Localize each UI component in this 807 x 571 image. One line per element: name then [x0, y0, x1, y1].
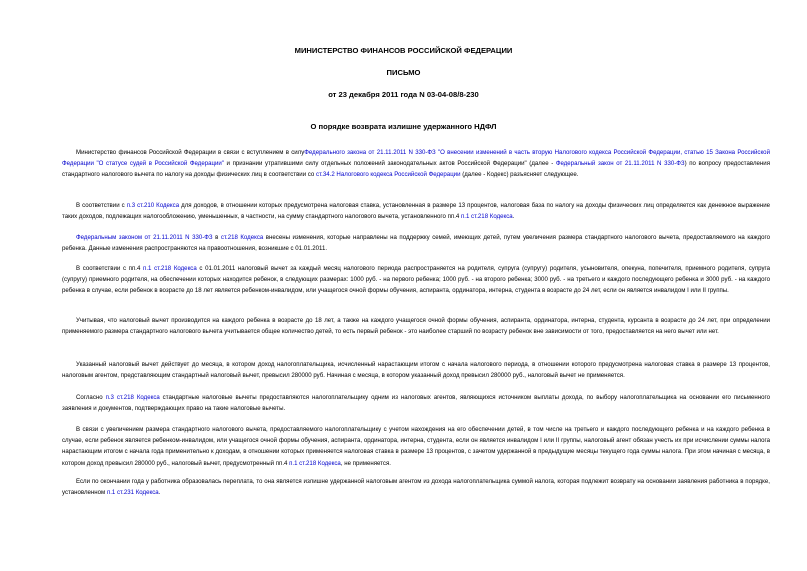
legal-reference-link[interactable]: п.1 ст.231 Кодекса — [106, 489, 159, 497]
paragraph-text: , не применяется. — [340, 459, 391, 467]
paragraph-text: в — [212, 234, 221, 241]
document-subject: О порядке возврата излишне удержанного НДФЛ — [310, 122, 497, 131]
paragraph-text: В соответствии с пп.4 — [76, 265, 144, 272]
legal-reference-link[interactable]: Федеральным законом от 21.11.2011 N 330-ФЗ — [76, 234, 213, 241]
paragraph-text: и признании утратившими силу отдельных положений законодательных актов Российской Федерации" (далее - — [223, 160, 556, 168]
paragraph-text: ) по вопросу предоставления стандартного налогового вычета по налогу на доходы физических лиц в соответствии со — [62, 160, 770, 179]
paragraph — [62, 147, 770, 181]
legal-reference-link[interactable]: п.1 ст.218 Кодекса — [289, 459, 341, 467]
paragraph-text: Если по окончании года у работника образовалась переплата, то она является излишне удержанной налоговым агентом из дохода налогоплательщика суммой налога, которая подлежит возврату на основании заявления работника в порядке, установленном — [62, 478, 770, 497]
paragraph — [62, 359, 770, 381]
paragraph — [62, 392, 770, 414]
legal-reference-link[interactable]: п.1 ст.218 Кодекса — [143, 265, 197, 272]
paragraph — [62, 200, 770, 222]
paragraph-text: внесены изменения, которые направлены на поддержку семей, имеющих детей, путем увеличения размера стандартного налогового вычета, предоставляемого на каждого ребенка. Данные изменения распространяются на правоотношения, возникшие с 01.01.2011. — [62, 234, 771, 253]
legal-reference-link[interactable]: ст.34.2 Налогового кодекса Российской Федерации — [316, 171, 461, 179]
ministry-heading: МИНИСТЕРСТВО ФИНАНСОВ РОССИЙСКОЙ ФЕДЕРАЦИИ — [294, 46, 513, 55]
paragraph-text: . — [158, 489, 161, 497]
legal-reference-link[interactable]: п.3 ст.210 Кодекса — [126, 202, 180, 209]
document-date-number: от 23 декабря 2011 года N 03-04-08/8-230 — [328, 90, 479, 99]
legal-reference-link[interactable]: п.1 ст.218 Кодекса — [460, 213, 513, 221]
paragraph — [62, 476, 770, 498]
paragraph — [62, 263, 770, 297]
paragraph-text: Учитывая, что налоговый вычет производится на каждого ребенка в возрасте до 18 лет, а также на каждого учащегося очной формы обучения, аспиранта, ординатора, интерна, студента, курсанта в возрасте до 24 лет, при определении применяемого размера стандартного налогового вычета учитывается общее количество детей, то есть первый ребенок - это наиболее старший по возрасту ребенок вне зависимости от того, предоставляется на него вычет или нет. — [62, 317, 770, 336]
legal-reference-link[interactable]: п.3 ст.218 Кодекса — [105, 394, 160, 401]
paragraph-text: . — [512, 213, 515, 221]
paragraph-text: Согласно — [76, 394, 106, 401]
paragraph-text: Указанный налоговый вычет действует до месяца, в котором доход налогоплательщика, исчисленный нарастающим итогом с начала налогового периода, в отношении которого предусмотрена налоговая ставка в размере 13 процентов, налоговым агентом, представляющим стандартный налоговый вычет, превысил 280000 руб. Начиная с месяца, в котором указанный доход превысил 280000 руб., налоговый вычет не применяется. — [62, 361, 770, 380]
paragraph — [62, 424, 770, 469]
legal-reference-link[interactable]: Федеральный закон от 21.11.2011 N 330-ФЗ — [555, 160, 685, 168]
paragraph-text: для доходов, в отношении которых предусмотрена налоговая ставка, установленная в размере 13 процентов, налоговая база по налогу на доходы физических лиц определяется как денежное выражение таких доходов, подлежащих налогообложению, уменьшенных, в частности, на сумму стандартного налогового вычета, установленного пп.4 — [62, 202, 771, 221]
legal-reference-link[interactable]: Федерального закона от 21.11.2011 N 330-ФЗ "О внесении изменений в часть вторую Налогового кодекса Российской Федерации, статью 15 Закона Российской Федерации "О статусе судей в Российской Федерации" — [62, 149, 770, 168]
paragraph-text: В связи с увеличением размера стандартного налогового вычета, предоставляемого налогоплательщику с учетом нахождения на его обеспечении детей, в том числе на третьего и каждого последующего ребенка и на каждого ребенка в случае, если ребенок является ребенком-инвалидом, или учащегося очной формы обучения, аспиранта, ординатора, интерна, студента, если он является инвалидом I или II группы, налоговый агент обязан учесть их при исчислении суммы налога нарастающим итогом с начала года применительно к доходам, в отношении которых применяется налоговая ставка в размере 13 процентов, с зачетом удержанной в предыдущие месяцы текущего года суммы налога. При этом начиная с месяца, в котором доход превысил 280000 руб., налоговый вычет, предусмотренный пп.4 — [62, 426, 770, 467]
paragraph — [62, 315, 770, 337]
paragraph — [62, 232, 770, 254]
paragraph-text: с 01.01.2011 налоговый вычет за каждый месяц налогового периода распространяется на родителя, супруга (супругу) родителя, усыновителя, опекуна, попечителя, приемного родителя, супруга (супругу) приемного родителя, на обеспечении которых находится ребенок, в следующих размерах: 1000 руб. - на первого ребенка; 1000 руб. - на второго ребенка; 3000 руб. - на третьего и каждого последующего ребенка и 3000 руб. - на каждого ребенка в случае, если ребенок в возрасте до 18 лет является ребенком-инвалидом, или учащегося очной формы обучения, аспиранта, ординатора, интерна, студента в возрасте до 24 лет, если он является инвалидом I или II группы. — [62, 265, 771, 295]
paragraph-text: стандартные налоговые вычеты предоставляются налогоплательщику одним из налоговых агентов, являющихся источником выплаты дохода, по выбору налогоплательщика на основании его письменного заявления и документов, подтверждающих право на такие налоговые вычеты. — [62, 394, 770, 413]
paragraph-text: В соответствии с — [76, 202, 127, 209]
paragraph-text: (далее - Кодекс) разъясняет следующее. — [460, 171, 579, 179]
legal-reference-link[interactable]: ст.218 Кодекса — [220, 234, 264, 241]
document-type: ПИСЬМО — [386, 68, 421, 77]
paragraph-text: Министерство финансов Российской Федерации в связи с вступлением в силу — [76, 149, 305, 156]
